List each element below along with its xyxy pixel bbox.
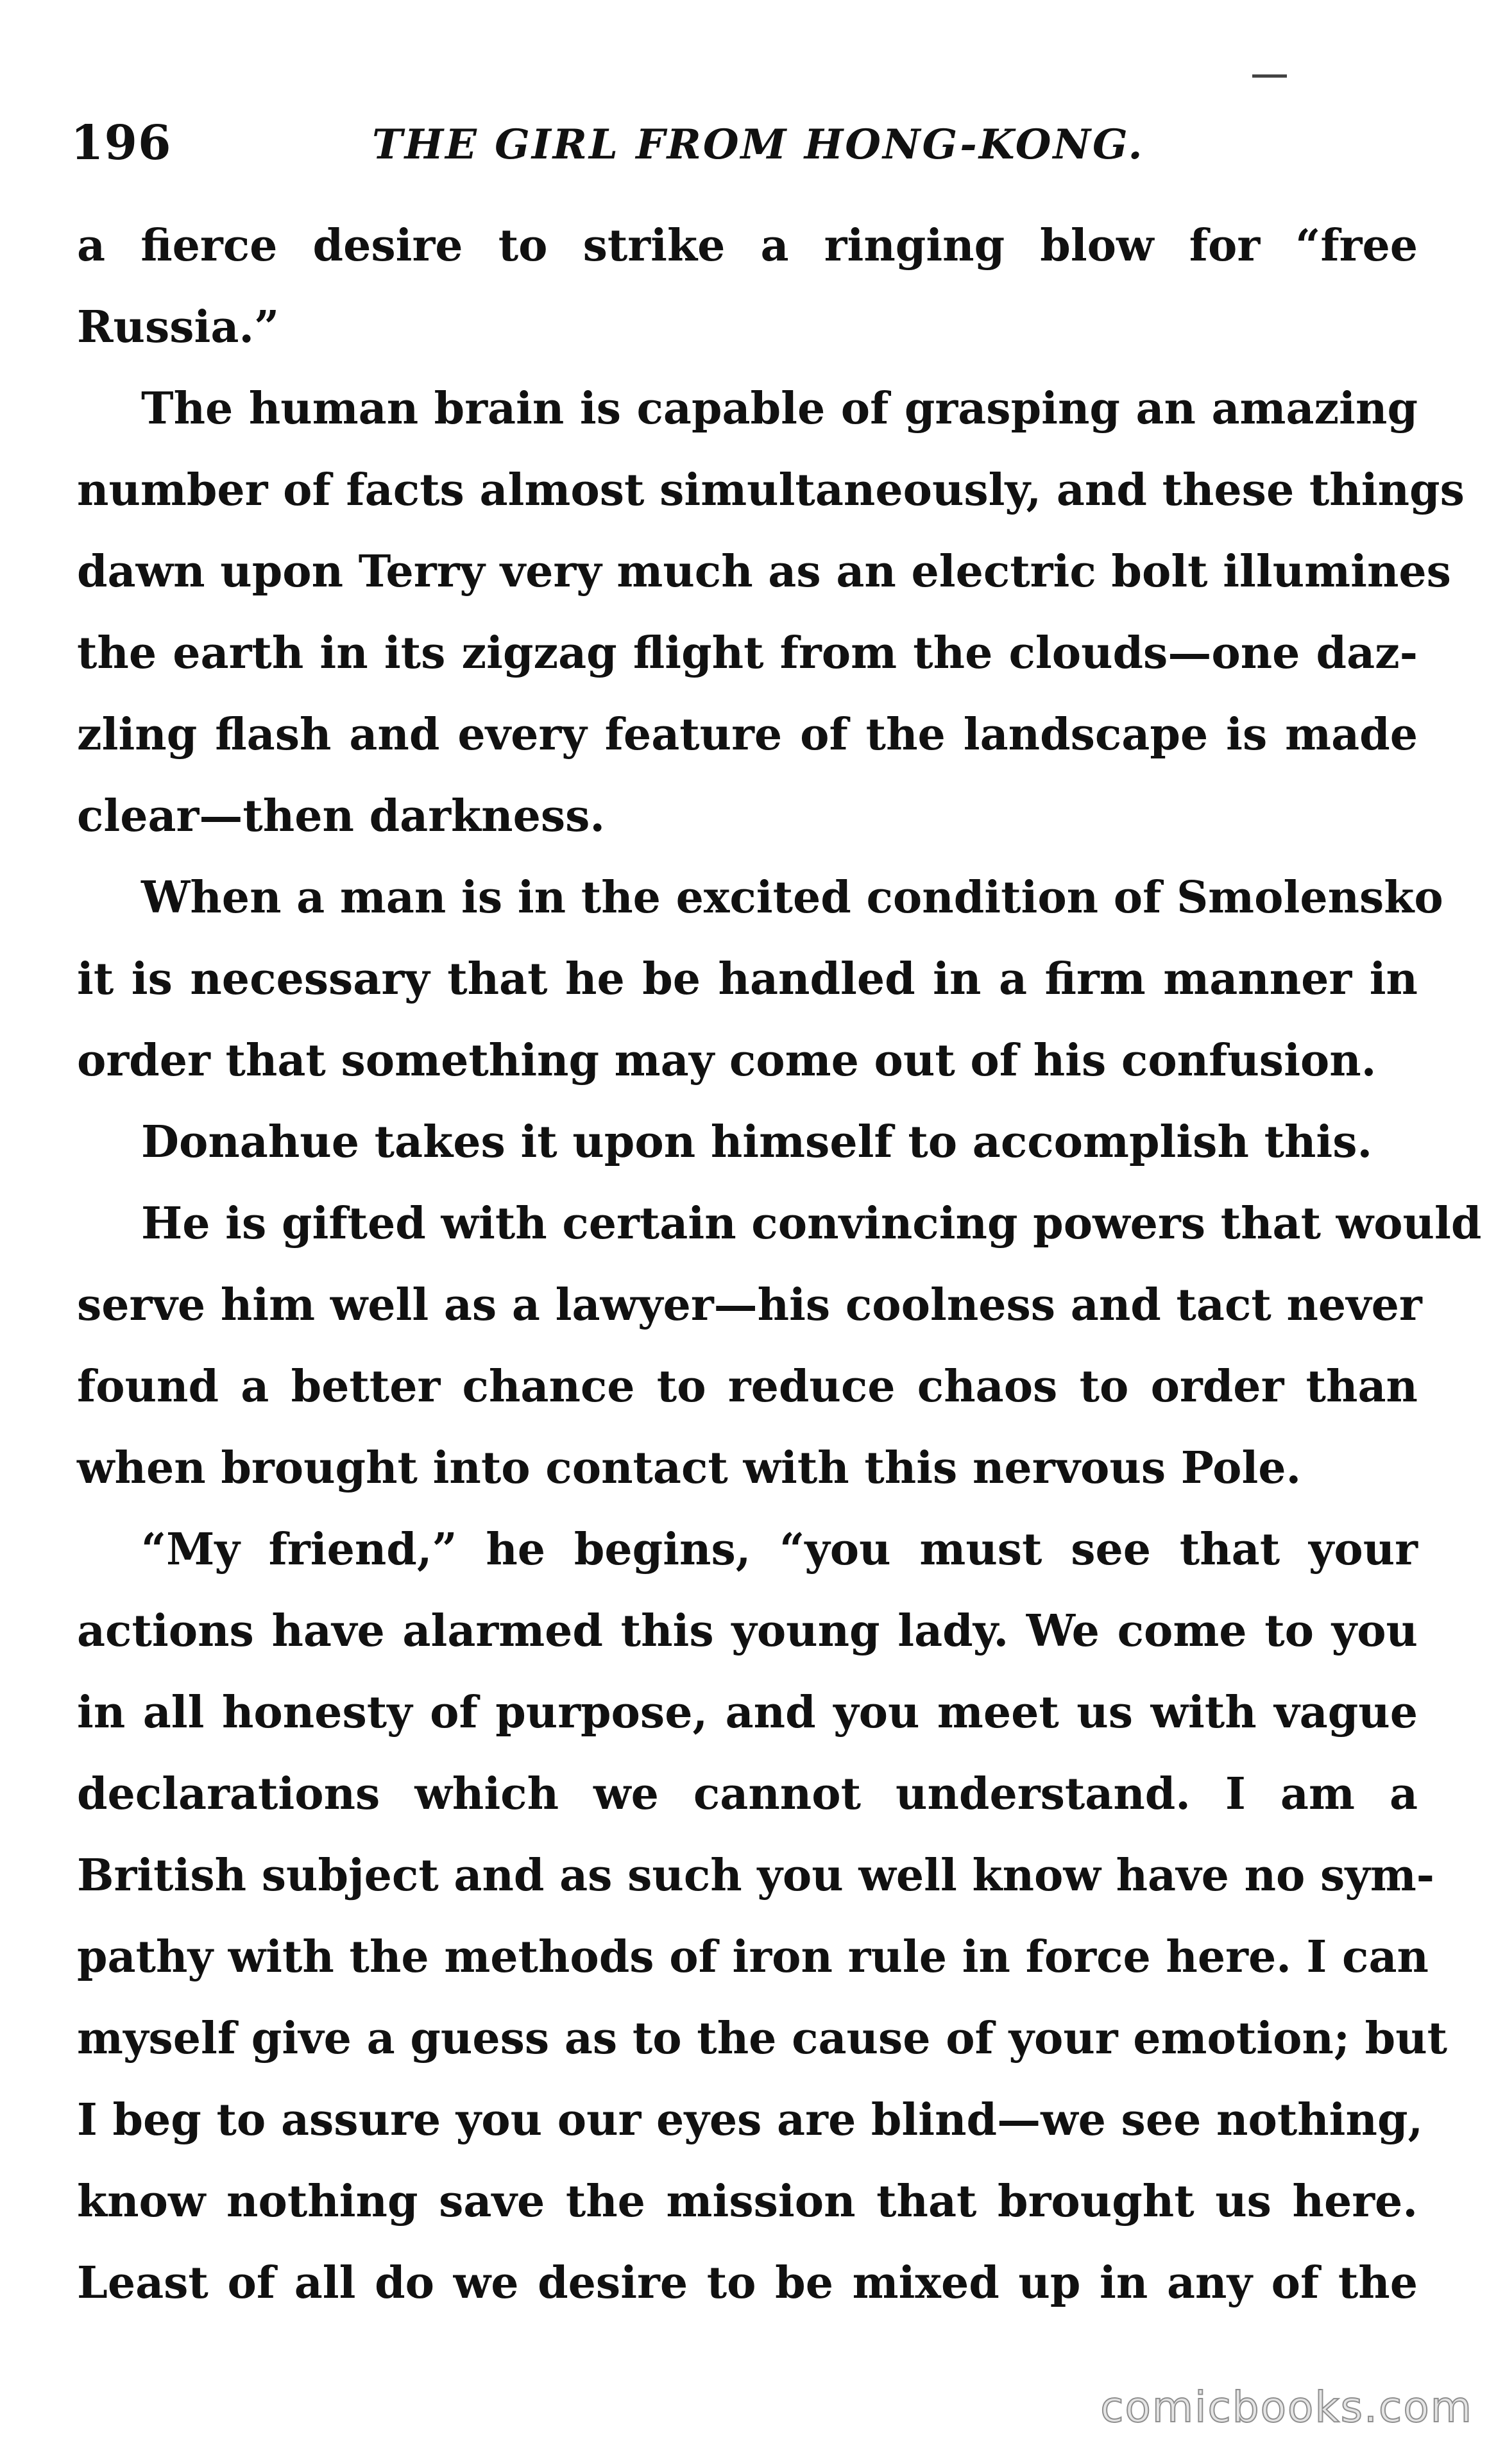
text-line: declarations which we cannot understand. I am a (77, 1768, 1418, 1820)
text-line: in all honesty of purpose, and you meet us with vague (77, 1687, 1418, 1738)
page-header (71, 109, 1431, 186)
text-line: serve him well as a lawyer—his coolness and tact never (77, 1279, 1422, 1331)
text-line: myself give a guess as to the cause of your emotion; but (77, 2013, 1448, 2064)
text-line: number of facts almost simultaneously, and these things (77, 465, 1465, 516)
page-number: 196 (71, 116, 172, 171)
text-line: British subject and as such you well know have no sym- (77, 1850, 1435, 1901)
text-line: Donahue takes it upon himself to accomplish this. (141, 1116, 1373, 1168)
text-line: zling flash and every feature of the landscape is made (77, 709, 1418, 760)
text-line: “My friend,” he begins, “you must see that your (141, 1524, 1418, 1575)
text-line: The human brain is capable of grasping an amazing (141, 383, 1418, 434)
print-mark (1252, 74, 1287, 78)
text-line: when brought into contact with this nervous Pole. (77, 1442, 1302, 1494)
text-line: pathy with the methods of iron rule in force here. I can (77, 1931, 1429, 1983)
text-line: it is necessary that he be handled in a firm manner in (77, 954, 1418, 1005)
text-line: found a better chance to reduce chaos to order than (77, 1361, 1418, 1412)
text-line: order that something may come out of his confusion. (77, 1035, 1377, 1086)
text-line: dawn upon Terry very much as an electric bolt illumines (77, 546, 1451, 597)
text-line: know nothing save the mission that brought us here. (77, 2176, 1418, 2227)
body-text (77, 205, 1482, 2324)
text-line: actions have alarmed this young lady. We come to you (77, 1605, 1418, 1657)
text-line: I beg to assure you our eyes are blind—we see nothing, (77, 2094, 1424, 2146)
text-line: He is gifted with certain convincing powers that would (141, 1198, 1482, 1249)
text-line: a fierce desire to strike a ringing blow for “free (77, 220, 1418, 271)
text-line: clear—then darkness. (77, 791, 606, 842)
text-line: Russia.” (77, 302, 280, 353)
running-head: THE GIRL FROM HONG-KONG. (372, 121, 1144, 169)
text-line: Least of all do we desire to be mixed up in any of the (77, 2257, 1418, 2309)
text-line: When a man is in the excited condition of Smolensko (141, 872, 1443, 923)
text-line: the earth in its zigzag flight from the clouds—one daz- (77, 628, 1418, 679)
watermark: comicbooks.com (1100, 2383, 1473, 2432)
